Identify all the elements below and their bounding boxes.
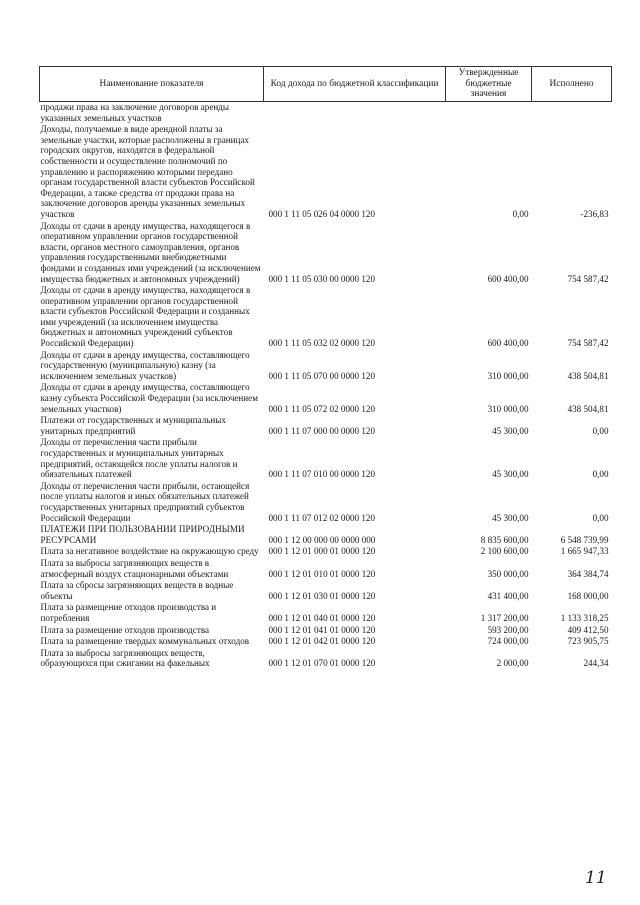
row-indicator-name: Доходы от перечисления части прибыли, остающейся после уплаты налогов и иных обязательных платежей государственных унитарных предприятий субъектов Российской Федерации [40, 480, 250, 523]
row-approved-value: 593 200,00 [487, 624, 529, 635]
row-indicator-name: Доходы от сдачи в аренду имущества, находящегося в оперативном управлении органов государственной власти субъектов Российской Федерации и созданных ими учреждений (за исключением имущества бюджетных и автономных учреждений субъектов Российской Федерации) [40, 285, 251, 349]
row-income-code: 000 1 12 01 010 01 0000 120 [268, 568, 376, 579]
row-indicator-name: Доходы от перечисления части прибыли государственных и муниципальных унитарных предприятий, остающейся после уплаты налогов и обязательных платежей [40, 437, 238, 480]
row-income-code: 000 1 12 01 040 01 0000 120 [268, 612, 376, 623]
table-header [40, 67, 612, 102]
row-executed-value: 244,34 [583, 658, 609, 669]
row-income-code: 000 1 11 05 030 00 0000 120 [268, 273, 376, 284]
row-approved-value: 600 400,00 [487, 338, 529, 349]
row-indicator-name: Плата за выбросы загрязняющих веществ в атмосферный воздух стационарными объектами [40, 557, 229, 579]
row-executed-value: 754 587,42 [567, 273, 609, 284]
row-indicator-name: Доходы от сдачи в аренду имущества, составляющего казну субъекта Российской Федерации (за исключением земельных участков) [40, 382, 258, 414]
row-approved-value: 1 317 200,00 [480, 612, 529, 623]
row-income-code: 000 1 11 05 026 04 0000 120 [268, 208, 376, 219]
row-indicator-name: Плата за выбросы загрязняющих веществ, образующихся при сжигании на факельных [40, 647, 210, 669]
header-income-code: Код дохода по бюджетной классификации [264, 67, 446, 102]
table-row [40, 415, 612, 437]
row-executed-value: 1 133 318,25 [560, 612, 609, 623]
row-executed-value: 754 587,42 [567, 338, 609, 349]
row-executed-value [532, 102, 612, 125]
row-executed-value: 6 548 739,99 [560, 534, 609, 545]
row-indicator-name: Доходы от сдачи в аренду имущества, находящегося в оперативном управлении органов государственной власти, органов местного самоуправления, органов управления государственными внебюджетными фондами и созданных ими учреждений (за исключением имущества бюджетных и автономных учреждений) [40, 220, 261, 284]
row-executed-value: -236,83 [580, 208, 609, 219]
row-income-code: 000 1 11 07 000 00 0000 120 [268, 425, 376, 436]
row-indicator-name: Плата за размещение отходов производства [40, 624, 210, 635]
table-body [40, 102, 612, 670]
row-executed-value: 364 384,74 [567, 568, 609, 579]
row-income-code: 000 1 12 01 041 01 0000 120 [268, 624, 376, 635]
table-row [40, 580, 612, 602]
row-approved-value: 2 000,00 [496, 658, 529, 669]
row-executed-value: 1 665 947,33 [560, 546, 609, 557]
row-indicator-name: ПЛАТЕЖИ ПРИ ПОЛЬЗОВАНИИ ПРИРОДНЫМИ РЕСУРСАМИ [40, 524, 245, 545]
row-income-code: 000 1 12 01 000 01 0000 120 [268, 546, 376, 557]
table-row [40, 602, 612, 624]
row-executed-value: 723 905,75 [567, 636, 609, 647]
table-row [40, 221, 612, 286]
table-row [40, 102, 612, 125]
row-approved-value: 0,00 [512, 208, 529, 219]
table-row [40, 546, 612, 558]
row-income-code: 000 1 11 05 072 02 0000 120 [268, 403, 376, 414]
row-executed-value: 438 504,81 [567, 370, 609, 381]
table-row [40, 648, 612, 670]
row-approved-value [446, 102, 532, 125]
row-approved-value: 45 300,00 [492, 512, 529, 523]
table-row [40, 285, 612, 350]
row-approved-value: 45 300,00 [492, 469, 529, 480]
row-income-code: 000 1 11 05 032 02 0000 120 [268, 338, 376, 349]
row-approved-value: 8 835 600,00 [480, 534, 529, 545]
row-approved-value: 2 100 600,00 [480, 546, 529, 557]
table-row [40, 437, 612, 480]
table-row [40, 350, 612, 383]
row-indicator-name: Доходы от сдачи в аренду имущества, составляющего государственную (муниципальную) казну (за исключением земельных участков) [40, 349, 250, 381]
page-number: 11 [585, 868, 607, 888]
row-executed-value: 409 412,50 [567, 624, 609, 635]
header-indicator-name: Наименование показателя [40, 67, 264, 102]
table-row [40, 524, 612, 546]
row-indicator-name: Плата за размещение отходов производства и потребления [40, 602, 217, 623]
row-income-code: 000 1 11 07 012 02 0000 120 [268, 512, 376, 523]
row-approved-value: 310 000,00 [487, 370, 529, 381]
row-income-code: 000 1 11 07 010 00 0000 120 [268, 469, 376, 480]
header-executed: Исполнено [532, 67, 612, 102]
row-indicator-name: Платежи от государственных и муниципальных унитарных предприятий [40, 415, 226, 436]
row-executed-value: 0,00 [592, 425, 609, 436]
row-income-code [264, 102, 446, 125]
row-indicator-name: продажи права на заключение договоров аренды указанных земельных участков [40, 102, 229, 123]
row-indicator-name: Плата за размещение твердых коммунальных отходов [40, 636, 250, 647]
row-income-code: 000 1 12 01 042 01 0000 120 [268, 636, 376, 647]
row-indicator-name: Плата за негативное воздействие на окружающую среду [40, 546, 259, 557]
row-approved-value: 310 000,00 [487, 403, 529, 414]
budget-table-sheet [39, 66, 611, 670]
row-executed-value: 0,00 [592, 512, 609, 523]
row-income-code: 000 1 11 05 070 00 0000 120 [268, 370, 376, 381]
row-income-code: 000 1 12 00 000 00 0000 000 [268, 534, 376, 545]
table-row [40, 636, 612, 648]
row-executed-value: 438 504,81 [567, 403, 609, 414]
table-row [40, 625, 612, 637]
row-approved-value: 350 000,00 [487, 568, 529, 579]
row-executed-value: 168 000,00 [567, 590, 609, 601]
row-executed-value: 0,00 [592, 469, 609, 480]
row-income-code: 000 1 12 01 030 01 0000 120 [268, 590, 376, 601]
table-row [40, 558, 612, 580]
table-row [40, 124, 612, 220]
row-approved-value: 600 400,00 [487, 273, 529, 284]
table-row [40, 382, 612, 415]
row-indicator-name: Доходы, получаемые в виде арендной платы за земельные участки, которые расположены в границах городских округов, находятся в федеральной собственности и осуществление полномочий по управлению и распоряжению которыми передано органам государственной власти субъектов Российской Федерации, а также средства от продажи права на заключение договоров аренды указанных земельных участков [40, 124, 255, 219]
row-indicator-name: Плата за сбросы загрязняющих веществ в водные объекты [40, 580, 234, 601]
header-approved-values: Утвержденные бюджетные значения [446, 67, 532, 102]
budget-execution-table [39, 66, 612, 670]
row-approved-value: 724 000,00 [487, 636, 529, 647]
row-income-code: 000 1 12 01 070 01 0000 120 [268, 658, 376, 669]
row-approved-value: 431 400,00 [487, 590, 529, 601]
table-row [40, 481, 612, 524]
row-approved-value: 45 300,00 [492, 425, 529, 436]
